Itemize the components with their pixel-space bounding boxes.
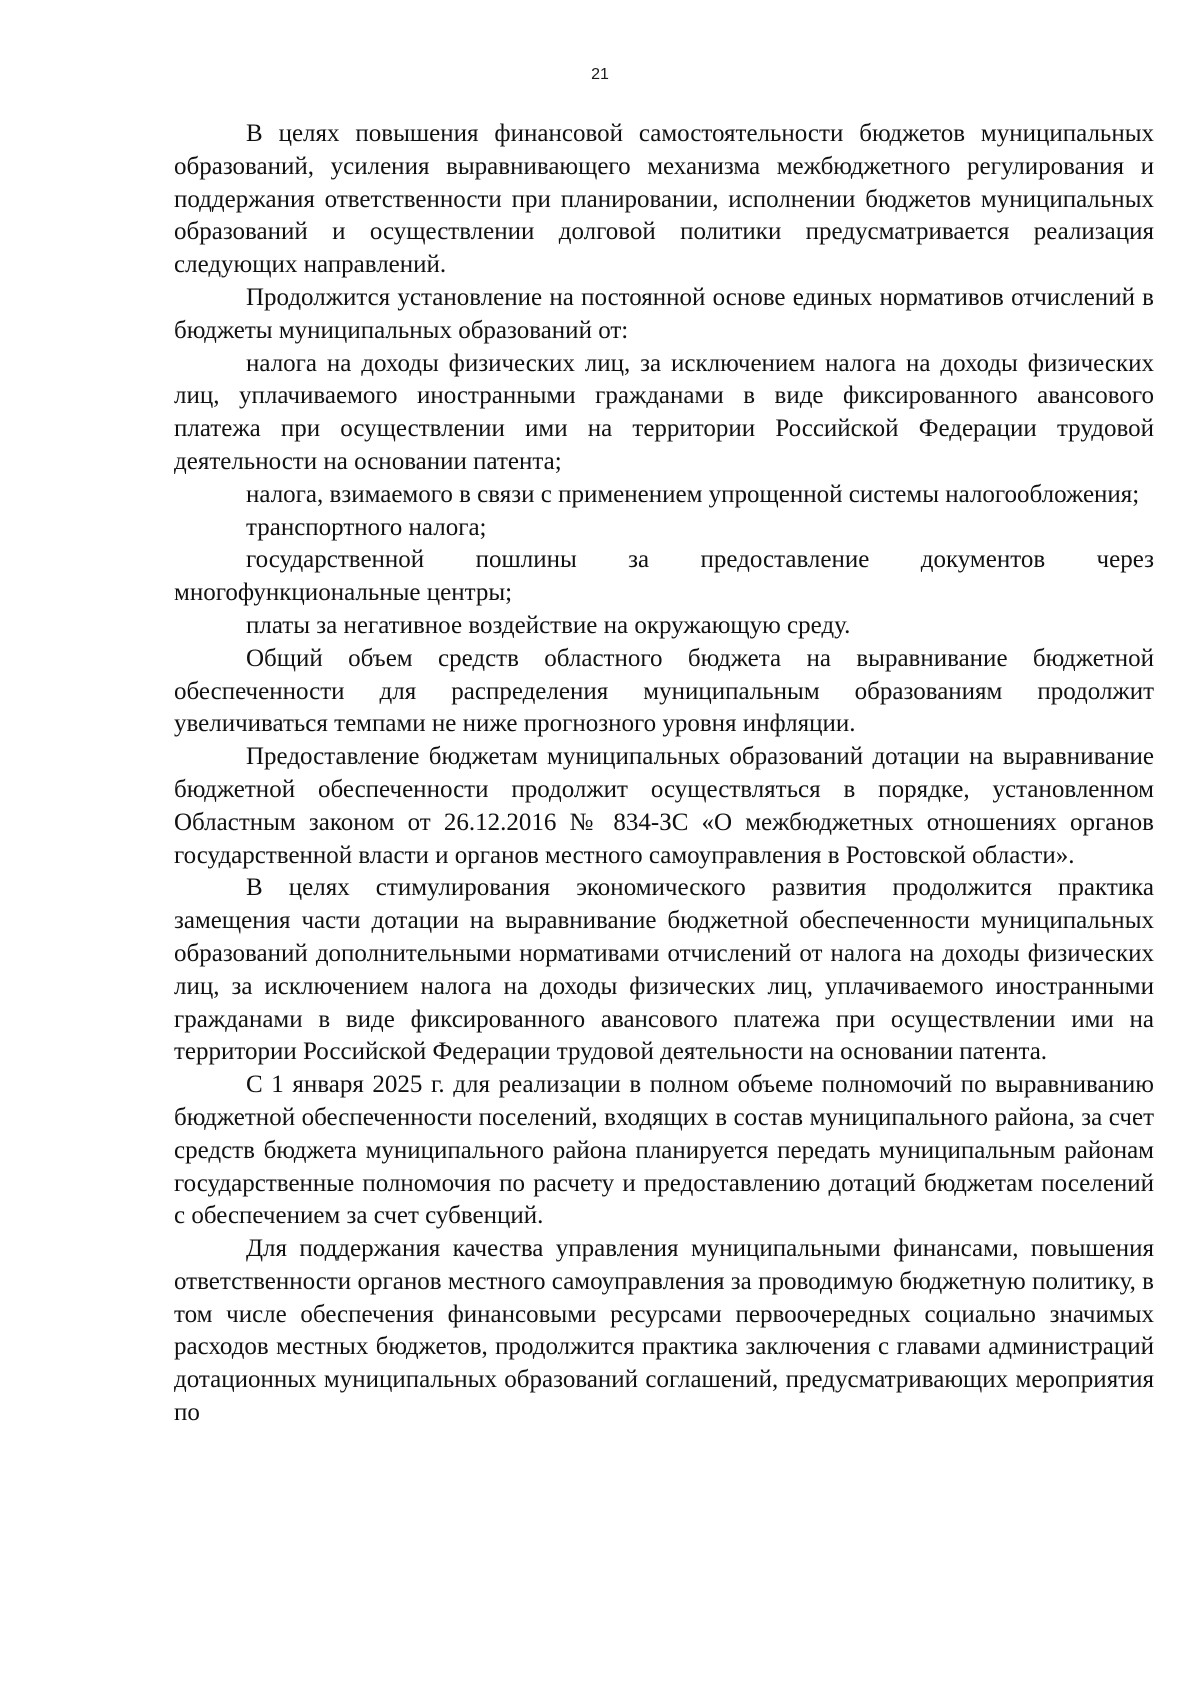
- list-item-ndfl: налога на доходы физических лиц, за исключением налога на доходы физических лиц, уплачиваемого иностранными гражданами в виде фиксированного авансового платежа при осуществлении ими на территории Российской Федерации трудовой деятельности на основании патента;: [174, 349, 1154, 475]
- paragraph-stimulation: В целях стимулирования экономического развития продолжится практика замещения части дотации на выравнивание бюджетной обеспеченности муниципальных образований дополнительными нормативами отчислений от налога на доходы физических лиц, за исключением налога на доходы физических лиц, уплачиваемого иностранными гражданами в виде фиксированного авансового платежа при осуществлении ими на территории Российской Федерации трудовой деятельности на основании патента.: [174, 874, 1154, 1066]
- page-number: 21: [591, 66, 609, 83]
- document-body: [174, 118, 1154, 1430]
- list-item-state-duty: государственной пошлины за предоставление документов через многофункциональные центры;: [174, 546, 1154, 607]
- list-item-environment-fee: платы за негативное воздействие на окружающую среду.: [246, 611, 851, 639]
- list-item-transport-tax: транспортного налога;: [246, 513, 487, 541]
- list-item-usn: налога, взимаемого в связи с применением упрощенной системы налогообложения;: [246, 480, 1140, 508]
- paragraph-agreements: Для поддержания качества управления муниципальными финансами, повышения ответственности органов местного самоуправления за проводимую бюджетную политику, в том числе обеспечения финансовыми ресурсами первоочередных социально значимых расходов местных бюджетов, продолжится практика заключения с главами администраций дотационных муниципальных образований соглашений, предусматривающих мероприятия по: [174, 1235, 1154, 1427]
- paragraph-intro: В целях повышения финансовой самостоятельности бюджетов муниципальных образований, усиления выравнивающего механизма межбюджетного регулирования и поддержания ответственности при планировании, исполнении бюджетов муниципальных образований и осуществлении долговой политики предусматривается реализация следующих направлений.: [174, 120, 1154, 279]
- paragraph-normatives: Продолжится установление на постоянной основе единых нормативов отчислений в бюджеты муниципальных образований от:: [174, 283, 1154, 344]
- paragraph-budget-volume: Общий объем средств областного бюджета на выравнивание бюджетной обеспеченности для распределения муниципальным образованиям продолжит увеличиваться темпами не ниже прогнозного уровня инфляции.: [174, 644, 1154, 738]
- paragraph-2025-powers: С 1 января 2025 г. для реализации в полном объеме полномочий по выравниванию бюджетной обеспеченности поселений, входящих в состав муниципального района, за счет средств бюджета муниципального района планируется передать муниципальным районам государственные полномочия по расчету и предоставлению дотаций бюджетам поселений с обеспечением за счет субвенций.: [174, 1071, 1154, 1230]
- paragraph-subsidy-procedure: Предоставление бюджетам муниципальных образований дотации на выравнивание бюджетной обеспеченности продолжит осуществляться в порядке, установленном Областным законом от 26.12.2016 № 834-ЗС «О межбюджетных отношениях органов государственной власти и органов местного самоуправления в Ростовской области».: [174, 743, 1154, 869]
